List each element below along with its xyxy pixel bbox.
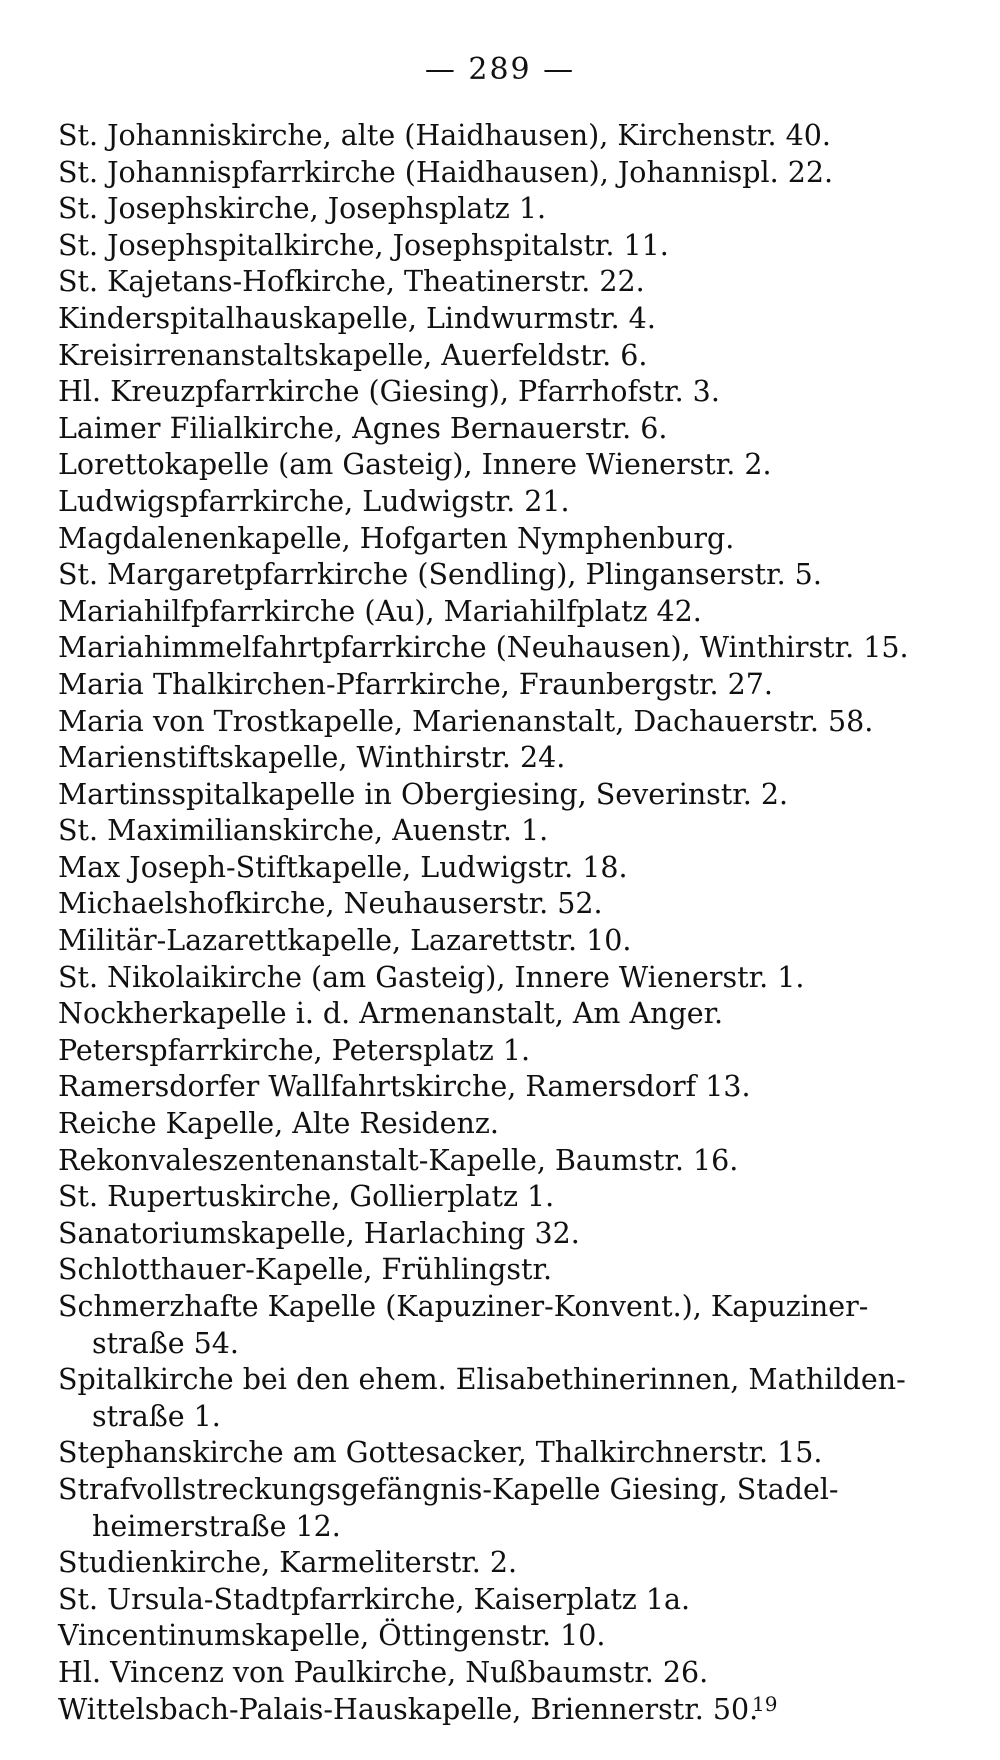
list-item — [58, 1106, 958, 1143]
list-item — [58, 301, 958, 338]
list-item — [58, 1252, 958, 1289]
entry-text: Reiche Kapelle, Alte Residenz. — [58, 1107, 499, 1141]
list-item — [58, 1216, 958, 1253]
list-item — [58, 1692, 958, 1729]
entry-text: Maria Thalkirchen-Pfarrkirche, Fraunbergstr. 27. — [58, 667, 773, 701]
list-item — [58, 374, 958, 411]
entry-text: Mariahimmelfahrtpfarrkirche (Neuhausen), Winthirstr. 15. — [58, 631, 909, 665]
entry-text: Mariahilfpfarrkirche (Au), Mariahilfplatz 42. — [58, 594, 702, 628]
entry-text: Spitalkirche bei den ehem. Elisabethinerinnen, Mathilden- — [58, 1363, 906, 1397]
entry-text: St. Ursula-Stadtpfarrkirche, Kaiserplatz 1a. — [58, 1582, 691, 1616]
list-item — [58, 1069, 958, 1106]
list-item — [58, 1362, 958, 1435]
entry-text: Peterspfarrkirche, Petersplatz 1. — [58, 1033, 531, 1067]
list-item — [58, 1582, 958, 1619]
entry-text: St. Rupertuskirche, Gollierplatz 1. — [58, 1180, 555, 1214]
list-item — [58, 155, 958, 192]
entry-text: Kreisirrenanstaltskapelle, Auerfeldstr. 6. — [58, 338, 648, 372]
entry-text: St. Josephskirche, Josephsplatz 1. — [58, 192, 547, 226]
entry-text: Nockherkapelle i. d. Armenanstalt, Am Anger. — [58, 997, 724, 1031]
entry-text: Schmerzhafte Kapelle (Kapuziner-Konvent.), Kapuziner- — [58, 1290, 869, 1323]
list-item — [58, 996, 958, 1033]
list-item — [58, 667, 958, 704]
entry-text: Laimer Filialkirche, Agnes Bernauerstr. 6. — [58, 411, 668, 445]
entry-text: Lorettokapelle (am Gasteig), Innere Wienerstr. 2. — [58, 448, 772, 482]
entry-text: Martinsspitalkapelle in Obergiesing, Severinstr. 2. — [58, 777, 789, 811]
list-item — [58, 1143, 958, 1180]
entry-text: Hl. Kreuzpfarrkirche (Giesing), Pfarrhofstr. 3. — [58, 375, 720, 409]
list-item — [58, 264, 958, 301]
entry-text: Vincentinumskapelle, Öttingenstr. 10. — [58, 1619, 606, 1653]
list-item — [58, 850, 958, 887]
list-item — [58, 740, 958, 777]
list-item — [58, 960, 958, 997]
entry-text: Michaelshofkirche, Neuhauserstr. 52. — [58, 887, 603, 921]
list-item — [58, 521, 958, 558]
entry-continuation: heimerstraße 12. — [92, 1509, 341, 1543]
entry-continuation: straße 54. — [92, 1326, 239, 1360]
list-item — [58, 557, 958, 594]
list-item — [58, 594, 958, 631]
entry-text: Kinderspitalhauskapelle, Lindwurmstr. 4. — [58, 301, 656, 335]
list-item — [58, 447, 958, 484]
list-item — [58, 484, 958, 521]
entry-text: Marienstiftskapelle, Winthirstr. 24. — [58, 741, 566, 775]
entry-text: Ramersdorfer Wallfahrtskirche, Ramersdorf 13. — [58, 1070, 751, 1104]
list-item — [58, 1179, 958, 1216]
list-item — [58, 1472, 958, 1545]
church-list — [58, 118, 958, 1728]
entry-text: St. Kajetans-Hofkirche, Theatinerstr. 22. — [58, 265, 645, 299]
entry-text: St. Margaretpfarrkirche (Sendling), Plinganserstr. 5. — [58, 558, 822, 592]
list-item — [58, 1033, 958, 1070]
signature-mark: 19 — [752, 1692, 778, 1716]
entry-text: Rekonvaleszentenanstalt-Kapelle, Baumstr. 16. — [58, 1143, 739, 1177]
entry-text: Magdalenenkapelle, Hofgarten Nymphenburg. — [58, 521, 735, 555]
list-item — [58, 411, 958, 448]
entry-text: Strafvollstreckungsgefängnis-Kapelle Giesing, Stadel- — [58, 1472, 839, 1506]
list-item — [58, 813, 958, 850]
list-item — [58, 630, 958, 667]
list-item — [58, 923, 958, 960]
entry-text: Maria von Trostkapelle, Marienanstalt, Dachauerstr. 58. — [58, 704, 874, 738]
list-item — [58, 118, 958, 155]
entry-text: Wittelsbach-Palais-Hauskapelle, Briennerstr. 50. — [58, 1692, 759, 1726]
entry-text: St. Johannispfarrkirche (Haidhausen), Johannispl. 22. — [58, 155, 834, 189]
list-item — [58, 1618, 958, 1655]
list-item — [58, 704, 958, 741]
entry-text: Militär-Lazarettkapelle, Lazarettstr. 10. — [58, 924, 632, 958]
page-number: — 289 — — [424, 52, 576, 87]
entry-continuation: straße 1. — [92, 1399, 221, 1433]
entry-text: Hl. Vincenz von Paulkirche, Nußbaumstr. 26. — [58, 1655, 709, 1689]
list-item — [58, 191, 958, 228]
list-item — [58, 886, 958, 923]
list-item — [58, 228, 958, 265]
entry-text: Ludwigspfarrkirche, Ludwigstr. 21. — [58, 484, 570, 518]
list-item — [58, 777, 958, 814]
entry-text: St. Maximilianskirche, Auenstr. 1. — [58, 814, 549, 848]
entry-text: Max Joseph-Stiftkapelle, Ludwigstr. 18. — [58, 850, 628, 884]
list-item — [58, 338, 958, 375]
entry-text: St. Nikolaikirche (am Gasteig), Innere Wienerstr. 1. — [58, 960, 805, 994]
entry-text: Stephanskirche am Gottesacker, Thalkirchnerstr. 15. — [58, 1436, 823, 1470]
entry-text: Sanatoriumskapelle, Harlaching 32. — [58, 1216, 580, 1250]
list-item — [58, 1545, 958, 1582]
entry-text: Schlotthauer-Kapelle, Frühlingstr. — [58, 1253, 553, 1287]
list-item — [58, 1289, 958, 1362]
entry-text: St. Josephspitalkirche, Josephspitalstr. 11. — [58, 228, 669, 262]
list-item — [58, 1435, 958, 1472]
entry-text: Studienkirche, Karmeliterstr. 2. — [58, 1546, 518, 1580]
list-item — [58, 1655, 958, 1692]
entry-text: St. Johanniskirche, alte (Haidhausen), Kirchenstr. 40. — [58, 119, 831, 152]
